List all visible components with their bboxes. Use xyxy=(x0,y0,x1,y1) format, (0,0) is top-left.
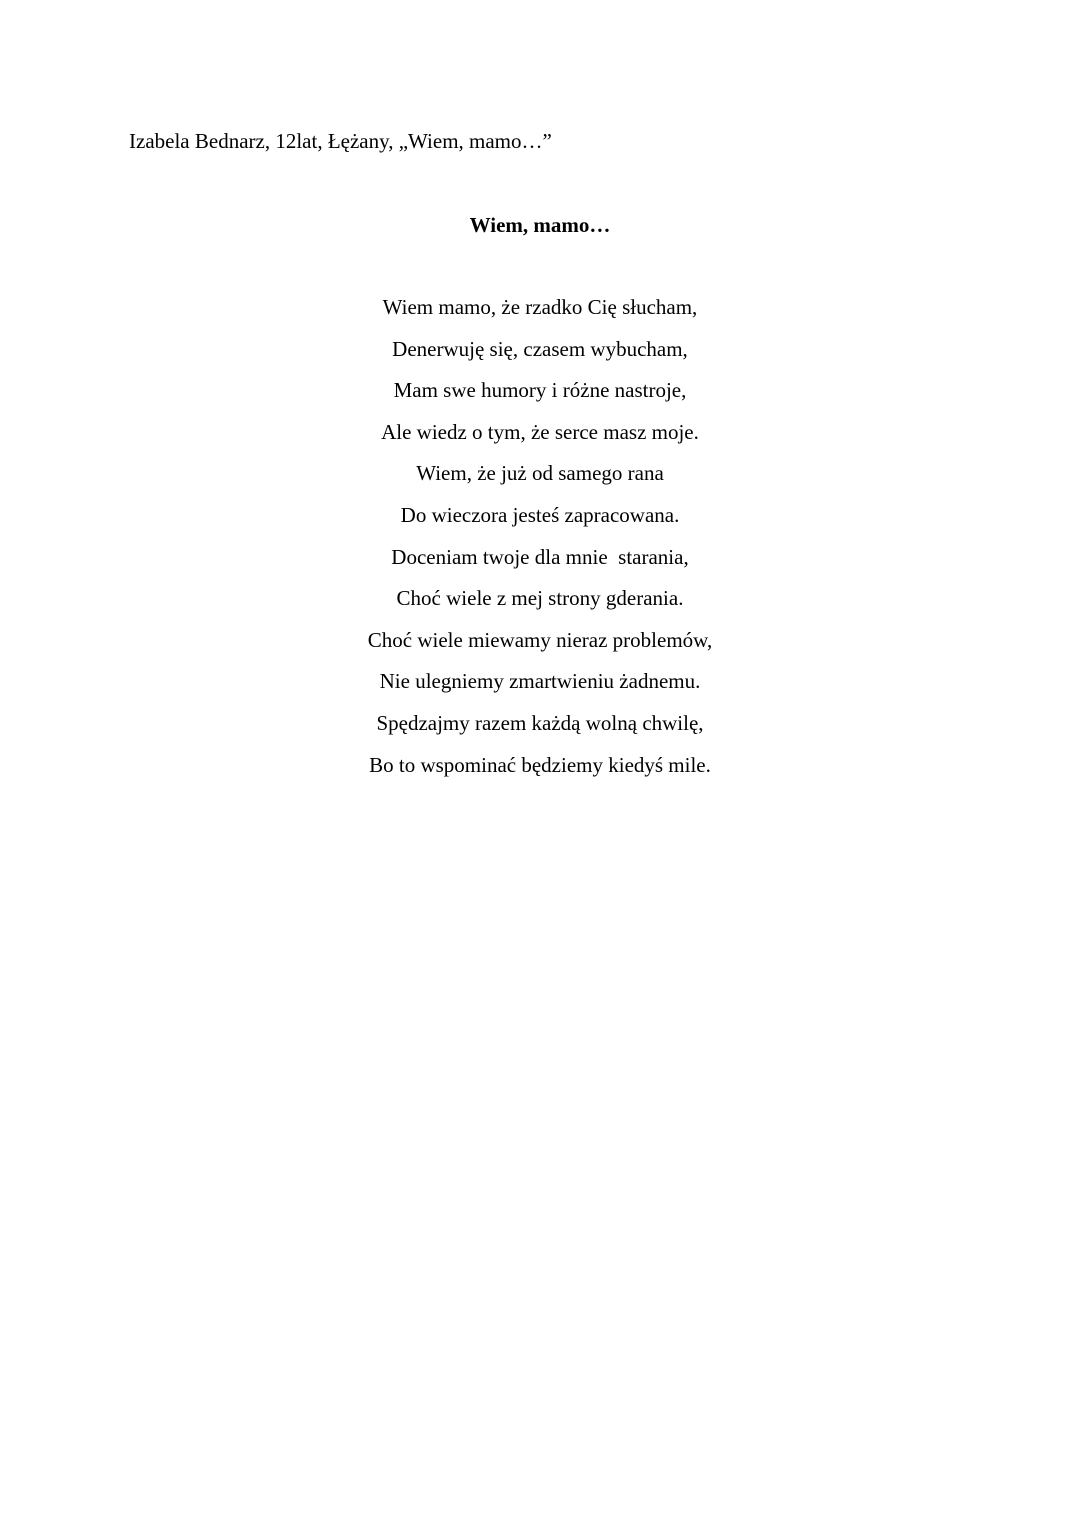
poem-line: Choć wiele miewamy nieraz problemów, xyxy=(367,627,713,652)
poem-line: Mam swe humory i różne nastroje, xyxy=(393,378,687,403)
author-line: Izabela Bednarz, 12lat, Łężany, „Wiem, mamo…” xyxy=(129,129,552,153)
poem-line: Denerwuję się, czasem wybucham, xyxy=(392,336,688,361)
poem-line: Ale wiedz o tym, że serce masz moje. xyxy=(381,419,699,444)
poem-line: Choć wiele z mej strony gderania. xyxy=(396,586,684,611)
poem-line: Nie ulegniemy zmartwieniu żadnemu. xyxy=(379,669,701,694)
poem-body xyxy=(0,292,1080,791)
poem-line: Wiem, że już od samego rana xyxy=(416,461,664,486)
poem-line: Doceniam twoje dla mnie starania, xyxy=(391,544,689,569)
poem-line: Bo to wspominać będziemy kiedyś mile. xyxy=(369,752,711,777)
poem-line: Spędzajmy razem każdą wolną chwilę, xyxy=(376,710,704,735)
poem-title: Wiem, mamo… xyxy=(469,213,611,237)
poem-line: Wiem mamo, że rzadko Cię słucham, xyxy=(382,295,698,319)
poem-line: Do wieczora jesteś zapracowana. xyxy=(400,502,680,527)
